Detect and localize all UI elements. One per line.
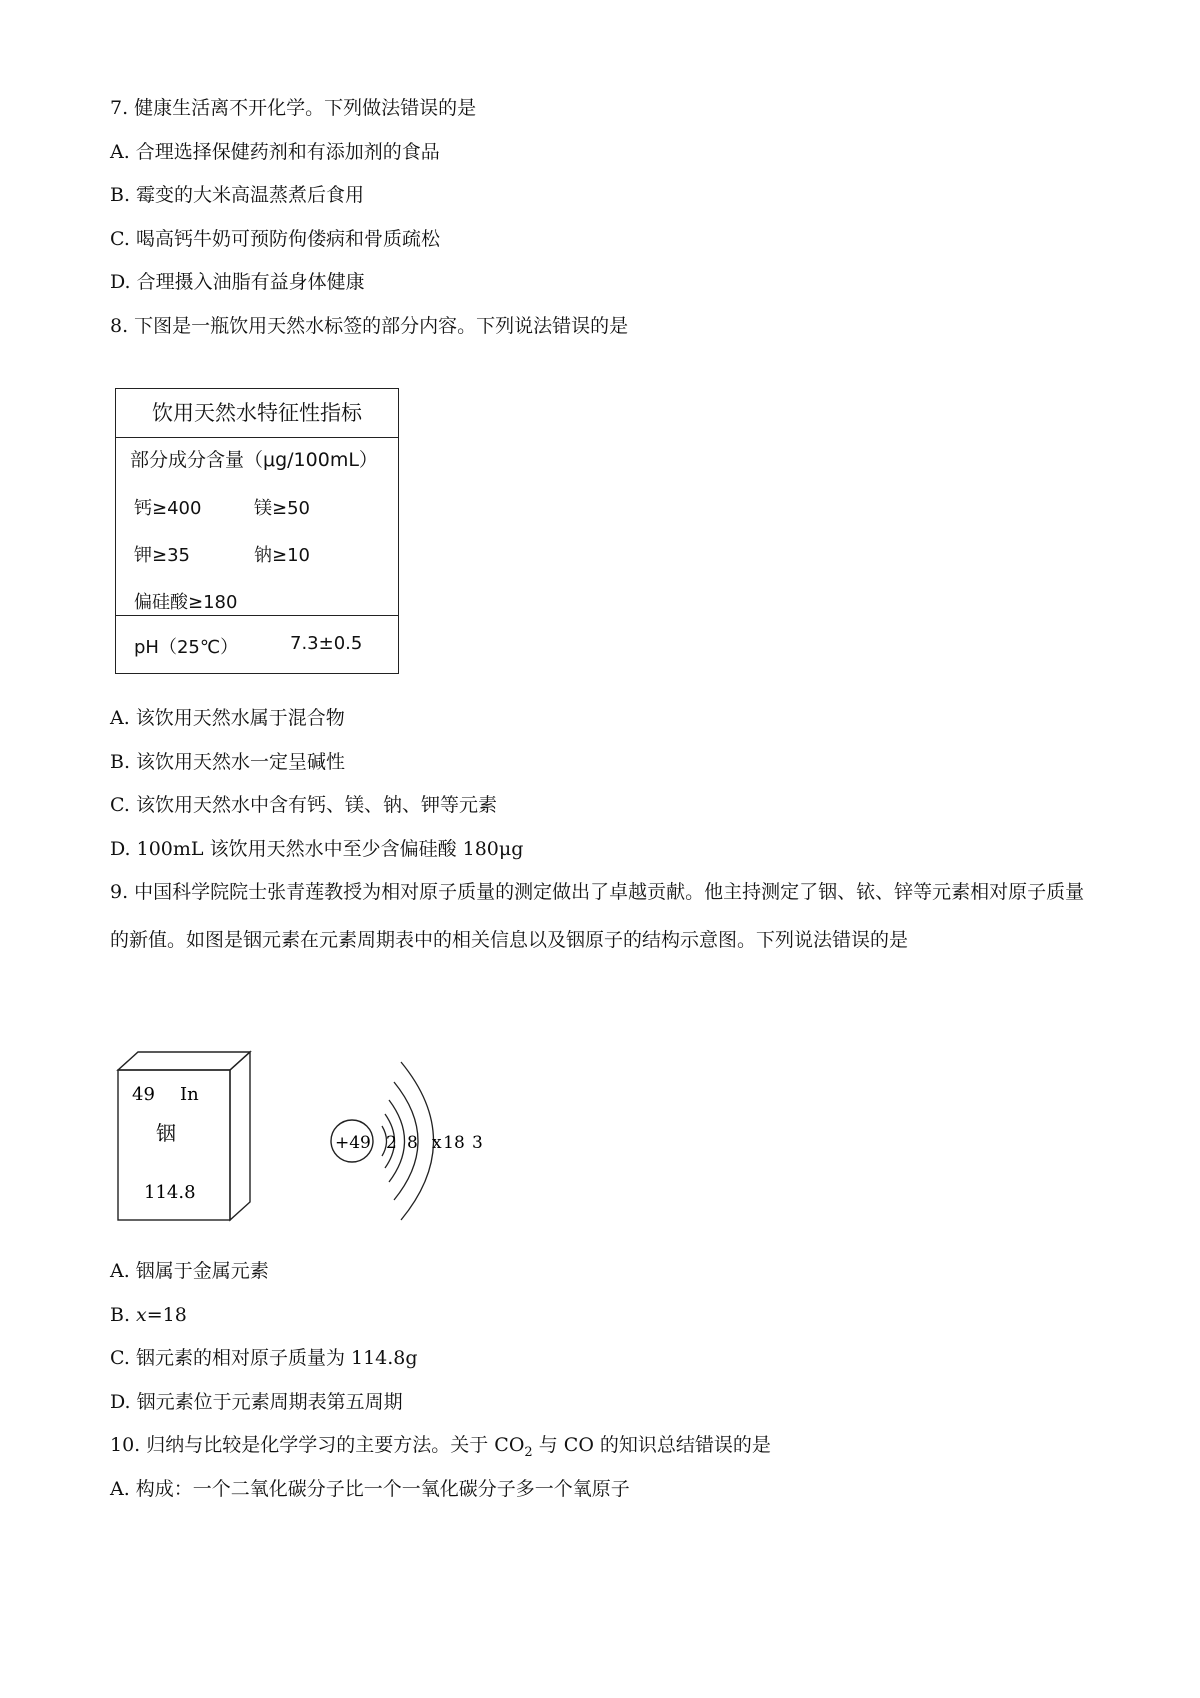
label-content-heading: 部分成分含量（μg/100mL） <box>130 449 378 471</box>
label-potassium: 钾≥35 <box>134 545 190 566</box>
q8-option-d: D. 100mL 该饮用天然水中至少含偏硅酸 180μg <box>110 838 524 860</box>
label-content <box>116 437 398 613</box>
element-name: 铟 <box>156 1121 176 1145</box>
label-calcium: 钙≥400 <box>134 498 202 519</box>
label-magnesium: 镁≥50 <box>254 498 310 519</box>
q7-stem: 7. 健康生活离不开化学。下列做法错误的是 <box>110 97 477 119</box>
label-ph-label: pH（25℃） <box>134 637 239 658</box>
q8-stem: 8. 下图是一瓶饮用天然水标签的部分内容。下列说法错误的是 <box>110 315 629 337</box>
label-sodium: 钠≥10 <box>254 545 310 566</box>
q9-option-c: C. 铟元素的相对原子质量为 114.8g <box>110 1347 418 1369</box>
element-mass: 114.8 <box>144 1182 196 1203</box>
label-title: 饮用天然水特征性指标 <box>116 389 398 438</box>
q9-option-a: A. 铟属于金属元素 <box>110 1260 269 1282</box>
water-label-figure <box>115 388 399 674</box>
label-ph-row <box>116 615 398 674</box>
shell-3: x <box>432 1133 442 1153</box>
element-number: 49 <box>132 1084 155 1105</box>
q7-option-d: D. 合理摄入油脂有益身体健康 <box>110 271 365 293</box>
q9-option-b: B. x=18 <box>110 1304 187 1326</box>
q10-stem <box>110 1433 771 1465</box>
q8-option-a: A. 该饮用天然水属于混合物 <box>110 707 345 729</box>
nucleus-charge: +49 <box>335 1133 371 1153</box>
element-symbol: In <box>180 1084 199 1105</box>
q8-option-b: B. 该饮用天然水一定呈碱性 <box>110 751 346 773</box>
q7-option-b: B. 霉变的大米高温蒸煮后食用 <box>110 184 365 206</box>
q7-option-c: C. 喝高钙牛奶可预防佝偻病和骨质疏松 <box>110 228 440 250</box>
element-cell <box>118 1052 250 1220</box>
q10-stem-sub: 2 <box>524 1444 533 1460</box>
q8-option-c: C. 该饮用天然水中含有钙、镁、钠、钾等元素 <box>110 794 497 816</box>
shell-1: 2 <box>386 1133 397 1153</box>
label-ph-value: 7.3±0.5 <box>290 633 363 654</box>
q9-stem: 9. 中国科学院院士张青莲教授为相对原子质量的测定做出了卓越贡献。他主持测定了铟、铱、锌等元素相对原子质量的新值。如图是铟元素在元素周期表中的相关信息以及铟原子的结构示意图。下列说法错误的是 <box>110 881 1085 951</box>
shell-4: 18 <box>443 1133 465 1153</box>
q10-stem-post: 与 CO 的知识总结错误的是 <box>532 1434 771 1456</box>
shell-5: 3 <box>472 1133 483 1153</box>
q10-option-a: A. 构成：一个二氧化碳分子比一个一氧化碳分子多一个氧原子 <box>110 1478 630 1500</box>
shell-2: 8 <box>407 1133 418 1153</box>
q9-option-d: D. 铟元素位于元素周期表第五周期 <box>110 1391 403 1413</box>
q7-option-a: A. 合理选择保健药剂和有添加剂的食品 <box>110 141 440 163</box>
atom-structure <box>331 1062 483 1220</box>
label-metasilicic: 偏硅酸≥180 <box>134 592 238 613</box>
indium-figure <box>110 1040 483 1240</box>
q10-stem-pre: 10. 归纳与比较是化学学习的主要方法。关于 CO <box>110 1434 525 1456</box>
